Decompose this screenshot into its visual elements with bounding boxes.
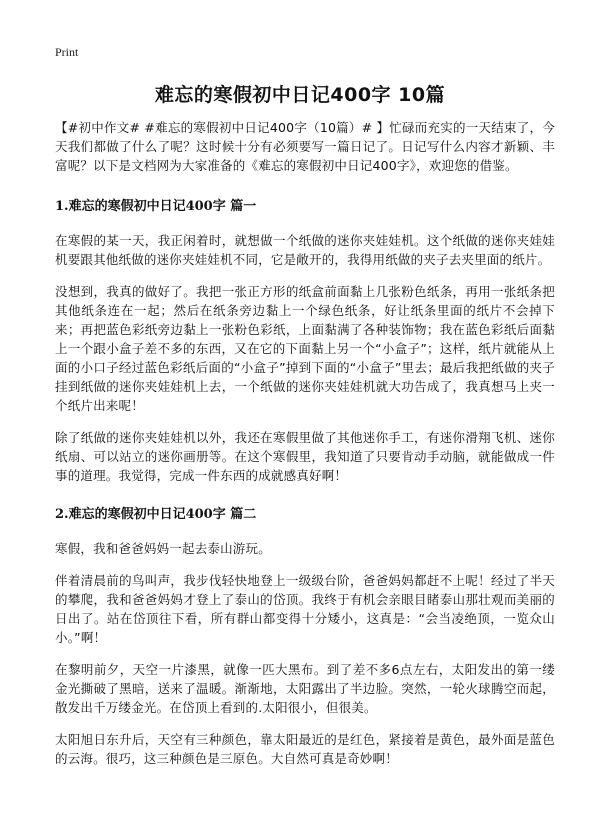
print-link[interactable]: Print [55, 45, 79, 59]
section-1-paragraph-1: 在寒假的某一天，我正闲着时，就想做一个纸做的迷你夹娃娃机。这个纸做的迷你夹娃娃机要跟其他纸做的迷你夹娃娃机不同，它是敞开的，我得用纸做的夹子去夹里面的纸片。 [55, 233, 555, 267]
section-heading-2: 2.难忘的寒假初中日记400字 篇二 [55, 507, 257, 522]
section-2-paragraph-4: 太阳旭日东升后，天空有三种颜色，靠太阳最近的是红色，紧接着是黄色，最外面是蓝色的云海。很巧，这三种颜色是三原色。大自然可真是奇妙啊！ [55, 732, 555, 766]
section-2-paragraph-1: 寒假，我和爸爸妈妈一起去泰山游玩。 [55, 541, 271, 556]
section-heading-1: 1.难忘的寒假初中日记400字 篇一 [55, 199, 257, 214]
intro-paragraph: 【#初中作文# #难忘的寒假初中日记400字（10篇）# 】忙碌而充实的一天结束了，今天我们都做了什么了呢？这时候十分有必须要写一篇日记了。日记写什么内容才新颖、丰富呢？以下是文档网为大家准备的《难忘的寒假初中日记400字》，欢迎您的借鉴。 [55, 120, 555, 173]
page-title: 难忘的寒假初中日记400字 10篇 [154, 84, 446, 106]
section-1-paragraph-3: 除了纸做的迷你夹娃娃机以外，我还在寒假里做了其他迷你手工，有迷你滑翔飞机、迷你纸扇、可以站立的迷你画册等。在这个寒假里，我知道了只要肯动手动脑，就能做成一件事的道理。我觉得，完成一件东西的成就感真好啊！ [55, 430, 555, 483]
section-1-paragraph-2: 没想到，我真的做好了。我把一张正方形的纸盒前面黏上几张粉色纸条，再用一张纸条把其他纸条连在一起；然后在纸条旁边黏上一个绿色纸条，好让纸条里面的纸片不会掉下来；再把蓝色彩纸旁边黏上一张粉色彩纸，上面黏满了各种装饰物；我在蓝色彩纸后面黏上一个跟小盒子差不多的东西，又在它的下面黏上另一个“小盒子”；这样，纸片就能从上面的小口子经过蓝色彩纸后面的“小盒子”掉到下面的“小盒子”里去；最后我把纸做的夹子挂到纸做的迷你夹娃娃机上去，一个纸做的迷你夹娃娃机就大功告成了，我真想马上夹一个纸片出来呢！ [55, 284, 555, 413]
section-2-paragraph-2: 伴着清晨前的鸟叫声，我步伐轻快地登上一级级台阶，爸爸妈妈都赶不上呢！经过了半天的攀爬，我和爸爸妈妈才登上了泰山的岱顶。我终于有机会亲眼目睹泰山那壮观而美丽的日出了。站在岱顶往下看，所有群山都变得十分矮小，这真是：“会当凌绝顶，一览众山小。”啊！ [55, 573, 555, 645]
section-2-paragraph-3: 在黎明前夕，天空一片漆黑，就像一匹大黑布。到了差不多6点左右，太阳发出的第一缕金光撕破了黑暗，送来了温暖。渐渐地，太阳露出了半边脸。突然，一轮火球腾空而起，散发出千万缕金光。在岱顶上看到的.太阳很小，但很美。 [55, 662, 555, 715]
article-body [55, 118, 555, 781]
